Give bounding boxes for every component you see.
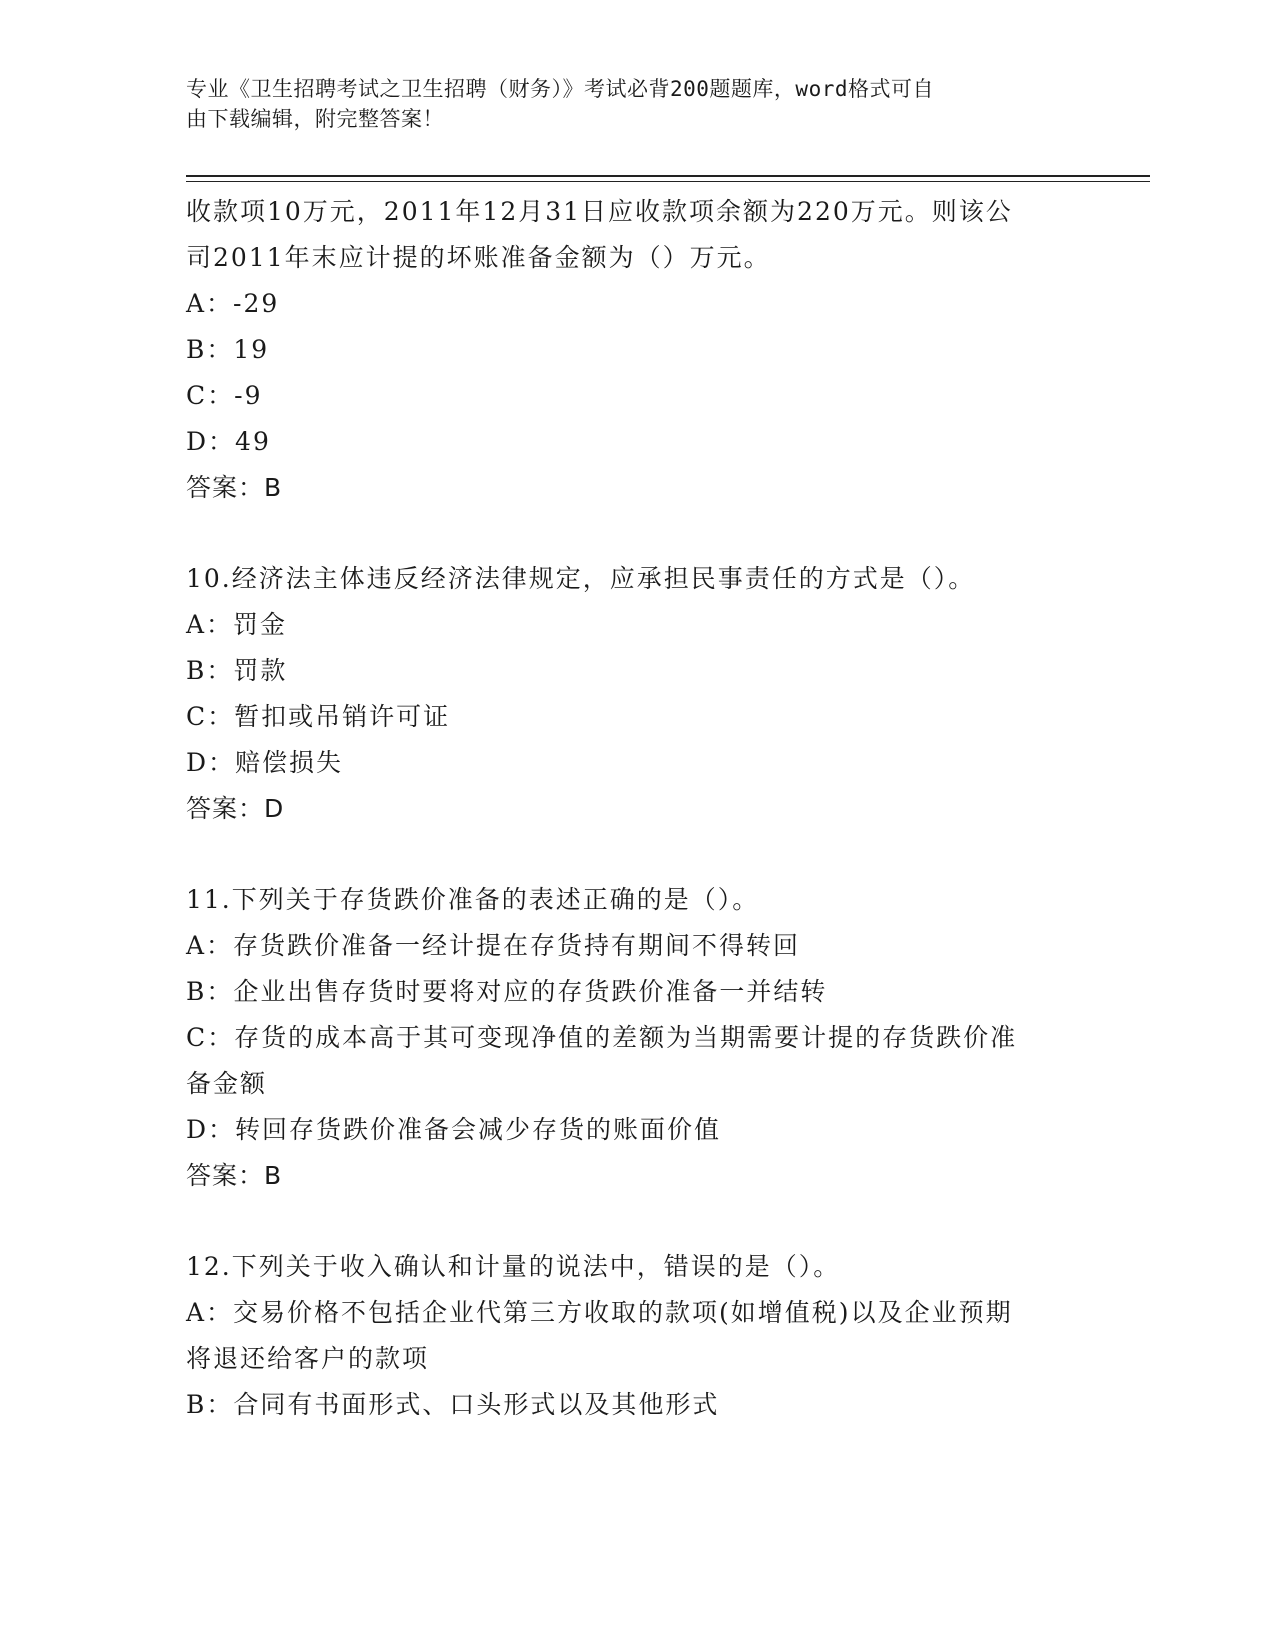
question-10: [186, 556, 1086, 832]
header-rule-thick: [186, 175, 1150, 177]
option-a-continuation: 将退还给客户的款项: [186, 1344, 430, 1373]
option-d: D：赔偿损失: [186, 748, 344, 777]
question-title: 12.下列关于收入确认和计量的说法中，错误的是（）。: [186, 1252, 841, 1281]
question-11: [186, 877, 1086, 1199]
option-a: A：交易价格不包括企业代第三方收取的款项(如增值税)以及企业预期: [186, 1298, 1013, 1327]
answer-line: 答案：B: [186, 473, 283, 502]
document-body: [186, 189, 1086, 1428]
option-a: A：罚金: [186, 610, 288, 639]
question-9: [186, 189, 1086, 511]
document-header: [186, 74, 1066, 134]
question-12: [186, 1244, 1086, 1428]
question-text-line: 收款项10万元，2011年12月31日应收款项余额为220万元。则该公: [186, 197, 1013, 226]
option-d: D：49: [186, 427, 271, 456]
answer-line: 答案：B: [186, 1161, 283, 1190]
option-d: D：转回存货跌价准备会减少存货的账面价值: [186, 1115, 722, 1144]
option-b: B：罚款: [186, 656, 288, 685]
answer-line: 答案：D: [186, 794, 285, 823]
option-b: B：企业出售存货时要将对应的存货跌价准备一并结转: [186, 977, 828, 1006]
spacer: [186, 832, 1086, 877]
option-a: A：-29: [186, 289, 280, 318]
option-c: C：存货的成本高于其可变现净值的差额为当期需要计提的存货跌价准: [186, 1023, 1018, 1052]
spacer: [186, 1199, 1086, 1244]
option-b: B：合同有书面形式、口头形式以及其他形式: [186, 1390, 720, 1419]
spacer: [186, 511, 1086, 556]
question-title: 10.经济法主体违反经济法律规定，应承担民事责任的方式是（）。: [186, 564, 976, 593]
option-a: A：存货跌价准备一经计提在存货持有期间不得转回: [186, 931, 801, 960]
header-line-2: 由下载编辑，附完整答案！: [186, 107, 444, 131]
option-c: C：暂扣或吊销许可证: [186, 702, 451, 731]
question-title: 11.下列关于存货跌价准备的表述正确的是（）。: [186, 885, 760, 914]
header-rule-thin: [186, 181, 1150, 182]
option-c-continuation: 备金额: [186, 1069, 268, 1098]
question-text-line: 司2011年末应计提的坏账准备金额为（）万元。: [186, 243, 771, 272]
option-c: C：-9: [186, 381, 263, 410]
header-line-1: 专业《卫生招聘考试之卫生招聘（财务）》考试必背200题题库，word格式可自: [186, 77, 934, 101]
option-b: B：19: [186, 335, 270, 364]
